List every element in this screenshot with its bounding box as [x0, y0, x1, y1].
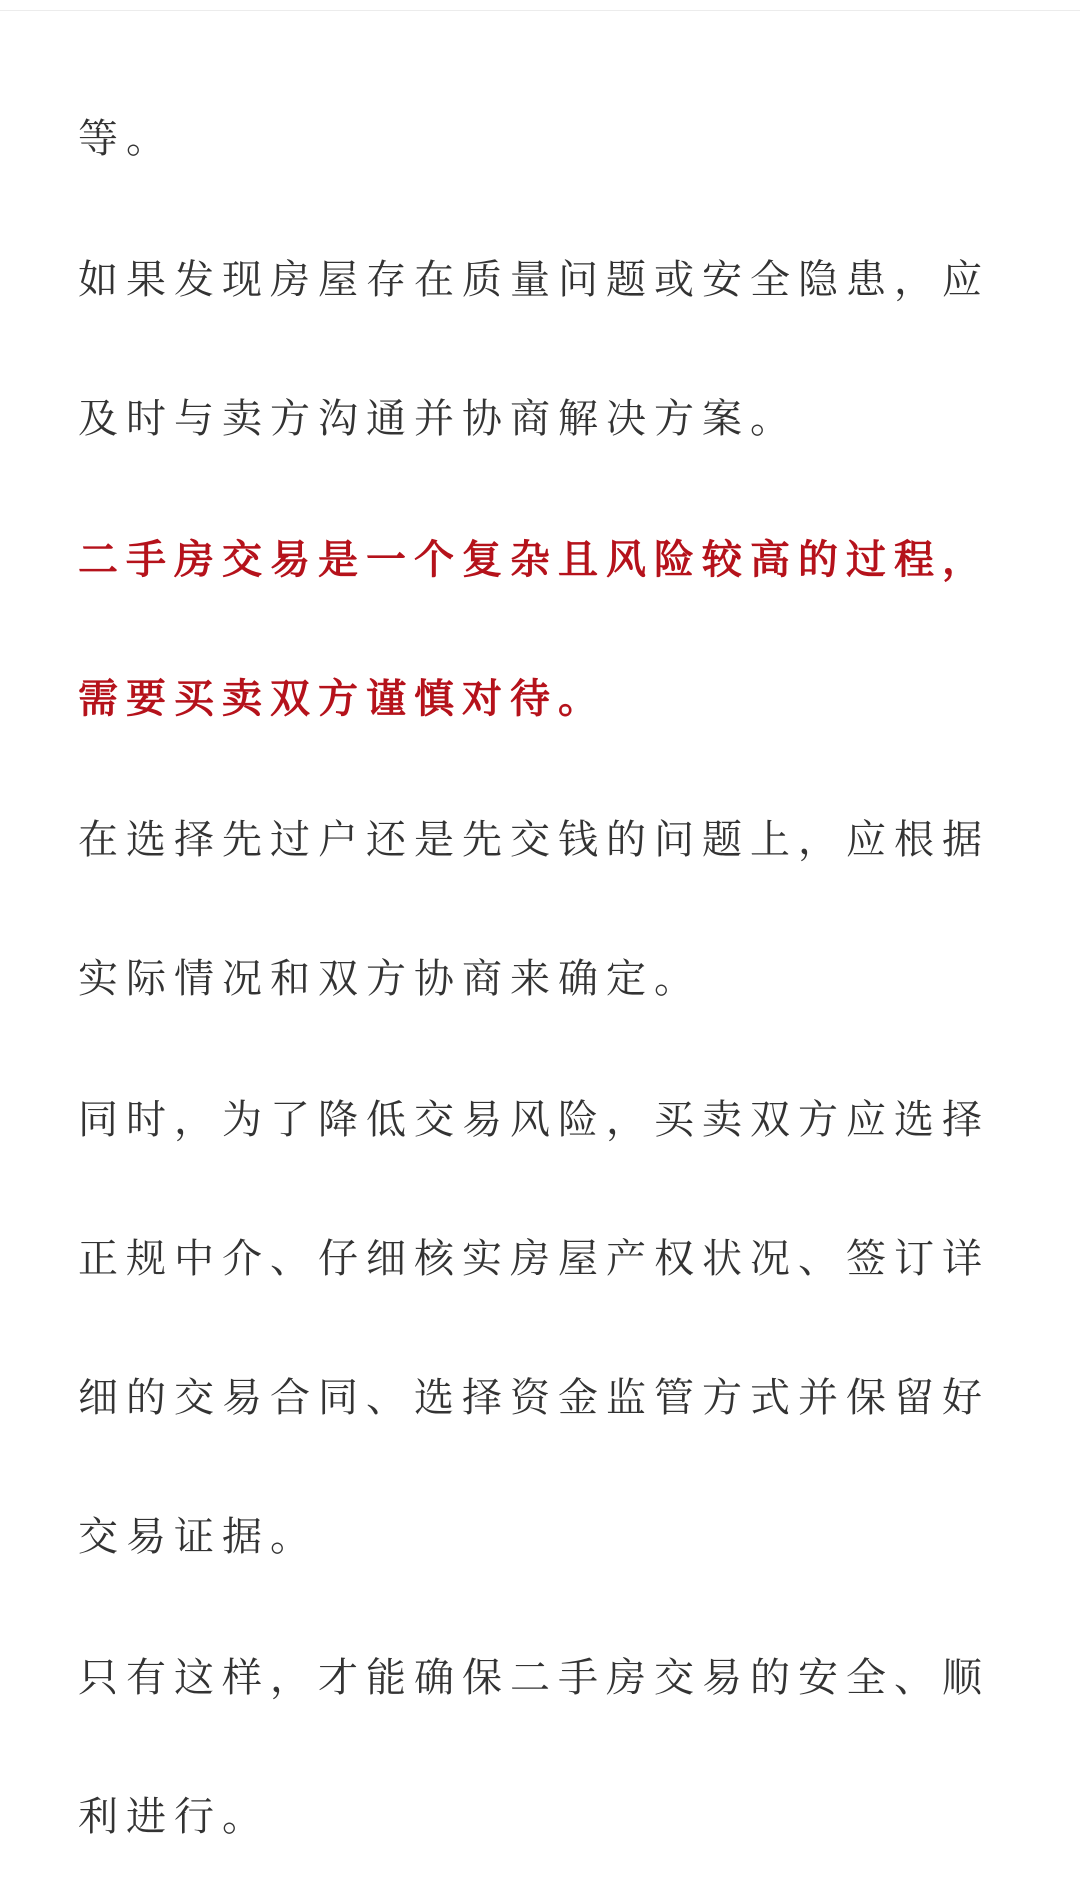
paragraph-transfer-or-payment: 在选择先过户还是先交钱的问题上，应根据 实际情况和双方协商来确定。 [78, 817, 990, 1002]
top-divider [0, 10, 1080, 11]
paragraph-conclusion: 只有这样，才能确保二手房交易的安全、顺 利进行。 [78, 1655, 990, 1840]
article-body [78, 70, 1008, 1889]
paragraph-reduce-risk: 同时，为了降低交易风险，买卖双方应选择 正规中介、仔细核实房屋产权状况、签订详 细的交易合同、选择资金监管方式并保留好 交易证据。 [78, 1097, 990, 1560]
paragraph-continuation: 等。 [78, 116, 174, 162]
paragraph-risk-highlight: 二手房交易是一个复杂且风险较高的过程， 需要买卖双方谨慎对待。 [78, 537, 990, 722]
paragraph-quality-issues: 如果发现房屋存在质量问题或安全隐患，应 及时与卖方沟通并协商解决方案。 [78, 257, 990, 442]
